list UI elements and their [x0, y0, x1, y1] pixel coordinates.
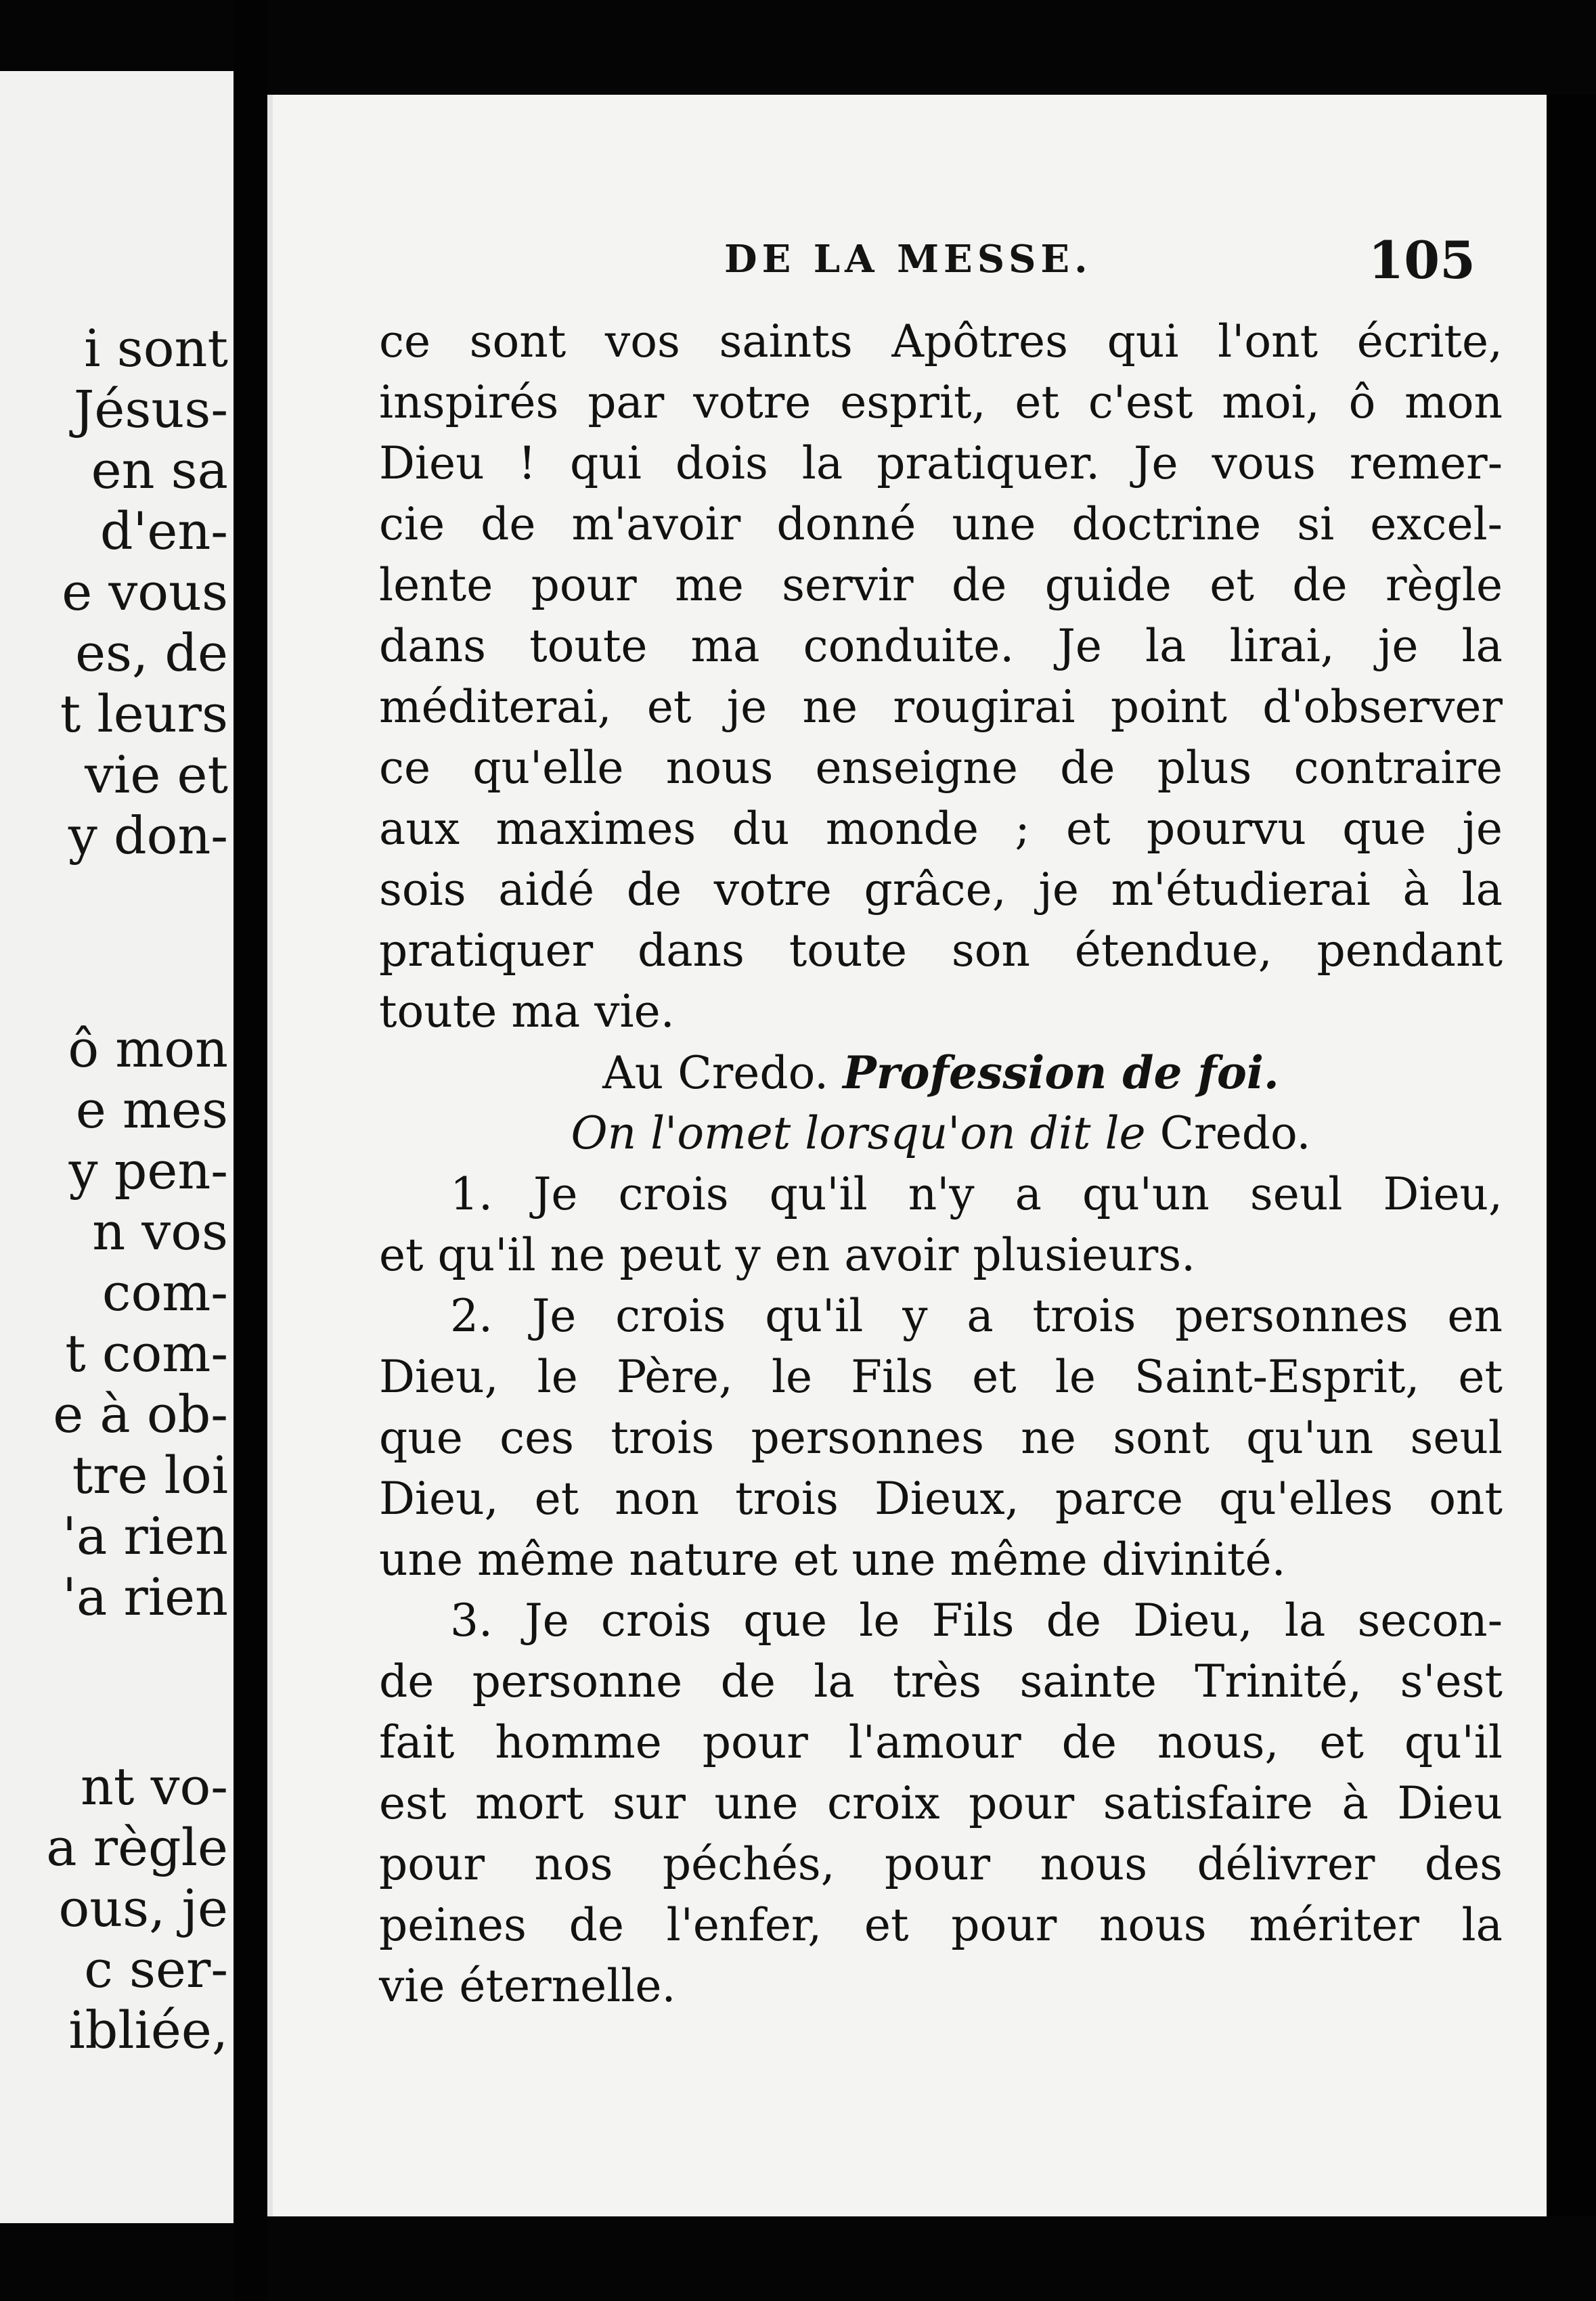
text-line: 3. Je crois que le Fils de Dieu, la secon-: [450, 1594, 1503, 1647]
text-line: toute ma vie.: [379, 985, 675, 1037]
previous-page-line: d'en-: [99, 501, 228, 561]
text-line: peines de l'enfer, et pour nous mériter la: [379, 1899, 1503, 1951]
previous-page-line: e à ob-: [53, 1384, 228, 1444]
page-body: [379, 311, 1503, 2017]
previous-page-line: vie et: [85, 744, 228, 805]
text-line: pratiquer dans toute son étendue, pendant: [379, 924, 1503, 977]
credo-heading-title: Profession de foi.: [843, 1046, 1279, 1099]
text-line: une même nature et une même divinité.: [379, 1534, 1286, 1586]
previous-page-line: Jésus-: [73, 379, 228, 439]
page-header: [267, 230, 1547, 305]
article-1: [379, 1164, 1503, 1286]
previous-page-line: tre loi: [72, 1445, 228, 1505]
previous-page-line: a règle: [46, 1817, 228, 1877]
previous-page-line: com-: [102, 1262, 228, 1322]
text-line: Dieu ! qui dois la pratiquer. Je vous remer-: [379, 437, 1503, 489]
previous-page-line: en sa: [91, 440, 228, 500]
previous-page-line: t leurs: [60, 684, 228, 744]
page-number: 105: [1368, 230, 1476, 290]
previous-page-line: ô mon: [68, 1019, 228, 1079]
credo-note: [379, 1103, 1503, 1164]
text-line: vie éternelle.: [379, 1960, 676, 2012]
text-line: inspirés par votre esprit, et c'est moi, ô mon: [379, 376, 1503, 428]
credo-note-italic: On l'omet lorsqu'on dit le: [571, 1107, 1146, 1159]
text-line: de personne de la très sainte Trinité, s'est: [379, 1655, 1503, 1707]
previous-page-line: e mes: [75, 1079, 228, 1140]
text-line: que ces trois personnes ne sont qu'un seul: [379, 1412, 1503, 1464]
text-line: méditerai, et je ne rougirai point d'observer: [379, 681, 1503, 733]
text-line: 1. Je crois qu'il n'y a qu'un seul Dieu,: [450, 1168, 1503, 1220]
text-line: 2. Je crois qu'il y a trois personnes en: [450, 1290, 1503, 1342]
text-line: Dieu, le Père, le Fils et le Saint-Esprit, et: [379, 1351, 1503, 1403]
prayer-paragraph: [379, 311, 1503, 1042]
previous-page-line: i sont: [84, 318, 228, 378]
credo-note-word: Credo.: [1159, 1107, 1311, 1159]
book-gutter: [234, 0, 267, 2301]
previous-page-line: ous, je: [58, 1878, 228, 1938]
previous-page-line: n vos: [92, 1201, 228, 1261]
previous-page-line: e vous: [62, 562, 228, 622]
text-line: ce sont vos saints Apôtres qui l'ont écrite,: [379, 315, 1503, 367]
previous-page-fragment: [0, 71, 234, 2223]
previous-page-line: 'a rien: [62, 1567, 228, 1627]
text-line: dans toute ma conduite. Je la lirai, je la: [379, 620, 1503, 672]
text-line: fait homme pour l'amour de nous, et qu'il: [379, 1716, 1503, 1768]
running-head: DE LA MESSE.: [724, 237, 1092, 282]
previous-page-line: t com-: [65, 1323, 228, 1383]
scan-border: [1547, 95, 1596, 2216]
text-line: lente pour me servir de guide et de règle: [379, 559, 1503, 611]
text-line: et qu'il ne peut y en avoir plusieurs.: [379, 1229, 1196, 1281]
previous-page-line: 'a rien: [62, 1506, 228, 1566]
text-line: Dieu, et non trois Dieux, parce qu'elles ont: [379, 1473, 1503, 1525]
credo-heading: [379, 1042, 1503, 1103]
article-3: [379, 1590, 1503, 2017]
page-105: [267, 95, 1547, 2216]
previous-page-line: nt vo-: [80, 1756, 228, 1816]
article-2: [379, 1286, 1503, 1590]
previous-page-line: c ser-: [84, 1939, 228, 1999]
previous-page-line: es, de: [75, 623, 228, 683]
text-line: est mort sur une croix pour satisfaire à Dieu: [379, 1777, 1503, 1829]
text-line: cie de m'avoir donné une doctrine si excel-: [379, 498, 1503, 550]
previous-page-line: y don-: [68, 805, 228, 866]
text-line: ce qu'elle nous enseigne de plus contraire: [379, 742, 1503, 794]
credo-heading-label: Au Credo.: [602, 1047, 829, 1099]
text-line: sois aidé de votre grâce, je m'étudierai à la: [379, 864, 1503, 916]
text-line: aux maximes du monde ; et pourvu que je: [379, 803, 1503, 855]
text-line: pour nos péchés, pour nous délivrer des: [379, 1838, 1503, 1890]
previous-page-line: ibliée,: [68, 2000, 228, 2060]
previous-page-line: y pen-: [68, 1140, 228, 1201]
